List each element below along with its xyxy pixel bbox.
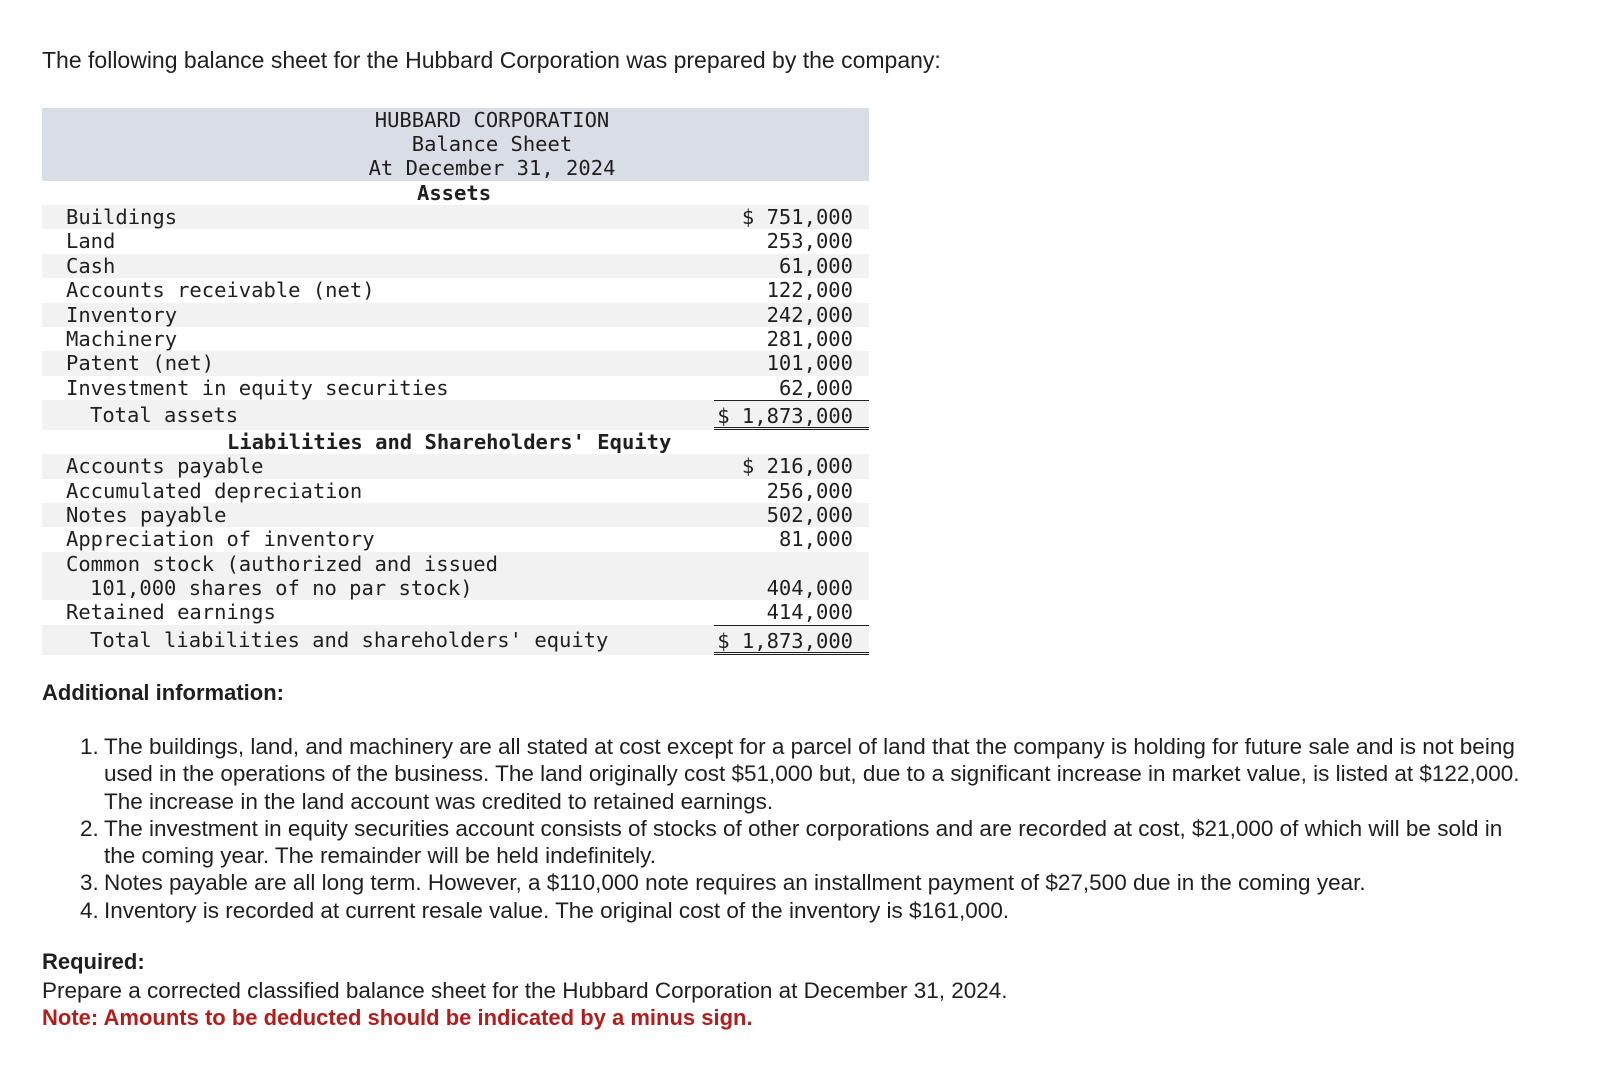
table-row [42, 552, 869, 576]
table-row [42, 576, 869, 600]
table-row [42, 327, 869, 351]
row-amount: 404,000 [766, 576, 853, 601]
table-row [42, 527, 869, 551]
row-label: Retained earnings [66, 600, 276, 625]
liabilities-heading-label: Liabilities and Shareholders' Equity [227, 430, 672, 455]
table-row [42, 503, 869, 527]
table-row [42, 229, 869, 253]
required-note: Note: Amounts to be deducted should be indicated by a minus sign. [42, 1005, 753, 1030]
total-liabilities-row [42, 625, 869, 655]
list-item-number: 2. [80, 815, 99, 841]
row-amount: $ 1,873,000 [714, 625, 869, 655]
list-item [80, 733, 1520, 815]
list-item [80, 897, 1520, 924]
required-title: Required: [42, 949, 145, 974]
row-label: Machinery [66, 326, 178, 351]
list-item-text: The investment in equity securities account consists of stocks of other corporations and are recorded at cost, $21,000 of which will be sold in the coming year. The remainder will be held indefinitely. [104, 815, 1503, 869]
table-row [42, 278, 869, 302]
list-item-text: The buildings, land, and machinery are all stated at cost except for a parcel of land that the company is holding for future sale and is not being used in the operations of the business. The land originally cost $51,000 but, due to a significant increase in market value, is listed at $122,000. The increase in the land account was credited to retained earnings. [104, 734, 1520, 814]
liabilities-heading [42, 430, 869, 454]
list-item-text: Notes payable are all long term. However, a $110,000 note requires an installment payment of $27,500 due in the coming year. [104, 870, 1366, 896]
list-item [80, 869, 1520, 896]
row-label: Total liabilities and shareholders' equity [90, 627, 609, 652]
row-amount: 414,000 [766, 600, 853, 625]
intro-text: The following balance sheet for the Hubbard Corporation was prepared by the company: [42, 47, 941, 73]
additional-info-title: Additional information: [42, 680, 284, 705]
row-label: Buildings [66, 205, 178, 229]
company-name: HUBBARD CORPORATION [374, 108, 610, 132]
table-row [42, 600, 869, 624]
row-label: Investment in equity securities [66, 375, 449, 400]
row-amount: 61,000 [778, 253, 853, 278]
statement-date: At December 31, 2024 [368, 156, 616, 180]
row-label: Accumulated depreciation [66, 478, 363, 503]
list-item-number: 3. [80, 870, 99, 896]
balance-sheet-header [42, 108, 869, 181]
row-amount: 242,000 [766, 302, 853, 327]
assets-heading [42, 181, 869, 205]
row-label: Inventory [66, 302, 178, 327]
additional-info-list [80, 733, 1520, 924]
assets-heading-label: Assets [417, 181, 492, 205]
row-label: Notes payable [66, 502, 227, 527]
row-amount: 81,000 [778, 527, 853, 552]
balance-sheet-table [42, 108, 869, 655]
table-row [42, 205, 869, 229]
statement-title: Balance Sheet [411, 132, 573, 156]
row-label: Accounts receivable (net) [66, 278, 375, 303]
row-label: Cash [66, 253, 116, 278]
table-row [42, 351, 869, 375]
row-amount: 122,000 [766, 278, 853, 303]
table-row [42, 303, 869, 327]
row-label: 101,000 shares of no par stock) [90, 576, 473, 601]
row-amount: 281,000 [766, 326, 853, 351]
row-label: Common stock (authorized and issued [66, 551, 498, 576]
list-item [80, 815, 1520, 870]
row-amount: $ 751,000 [741, 205, 853, 229]
required-text: Prepare a corrected classified balance sheet for the Hubbard Corporation at December 31, 2024. [42, 978, 1008, 1003]
row-label: Land [66, 229, 116, 254]
row-amount [714, 552, 869, 576]
row-amount: $ 1,873,000 [714, 400, 869, 430]
total-assets-row [42, 400, 869, 430]
row-label: Appreciation of inventory [66, 527, 375, 552]
table-row [42, 376, 869, 400]
list-item-text: Inventory is recorded at current resale value. The original cost of the inventory is $161,000. [104, 897, 1010, 923]
table-row [42, 254, 869, 278]
row-amount: 256,000 [766, 478, 853, 503]
list-item-number: 4. [80, 897, 99, 923]
row-label: Total assets [90, 403, 239, 428]
row-amount: 253,000 [766, 229, 853, 254]
table-row [42, 479, 869, 503]
row-amount: 62,000 [778, 375, 853, 400]
row-amount: $ 216,000 [741, 454, 853, 479]
row-amount: 101,000 [766, 351, 853, 376]
row-label: Patent (net) [66, 351, 215, 376]
row-label: Accounts payable [66, 454, 264, 479]
list-item-number: 1. [80, 734, 99, 759]
table-row [42, 454, 869, 478]
row-amount: 502,000 [766, 502, 853, 527]
